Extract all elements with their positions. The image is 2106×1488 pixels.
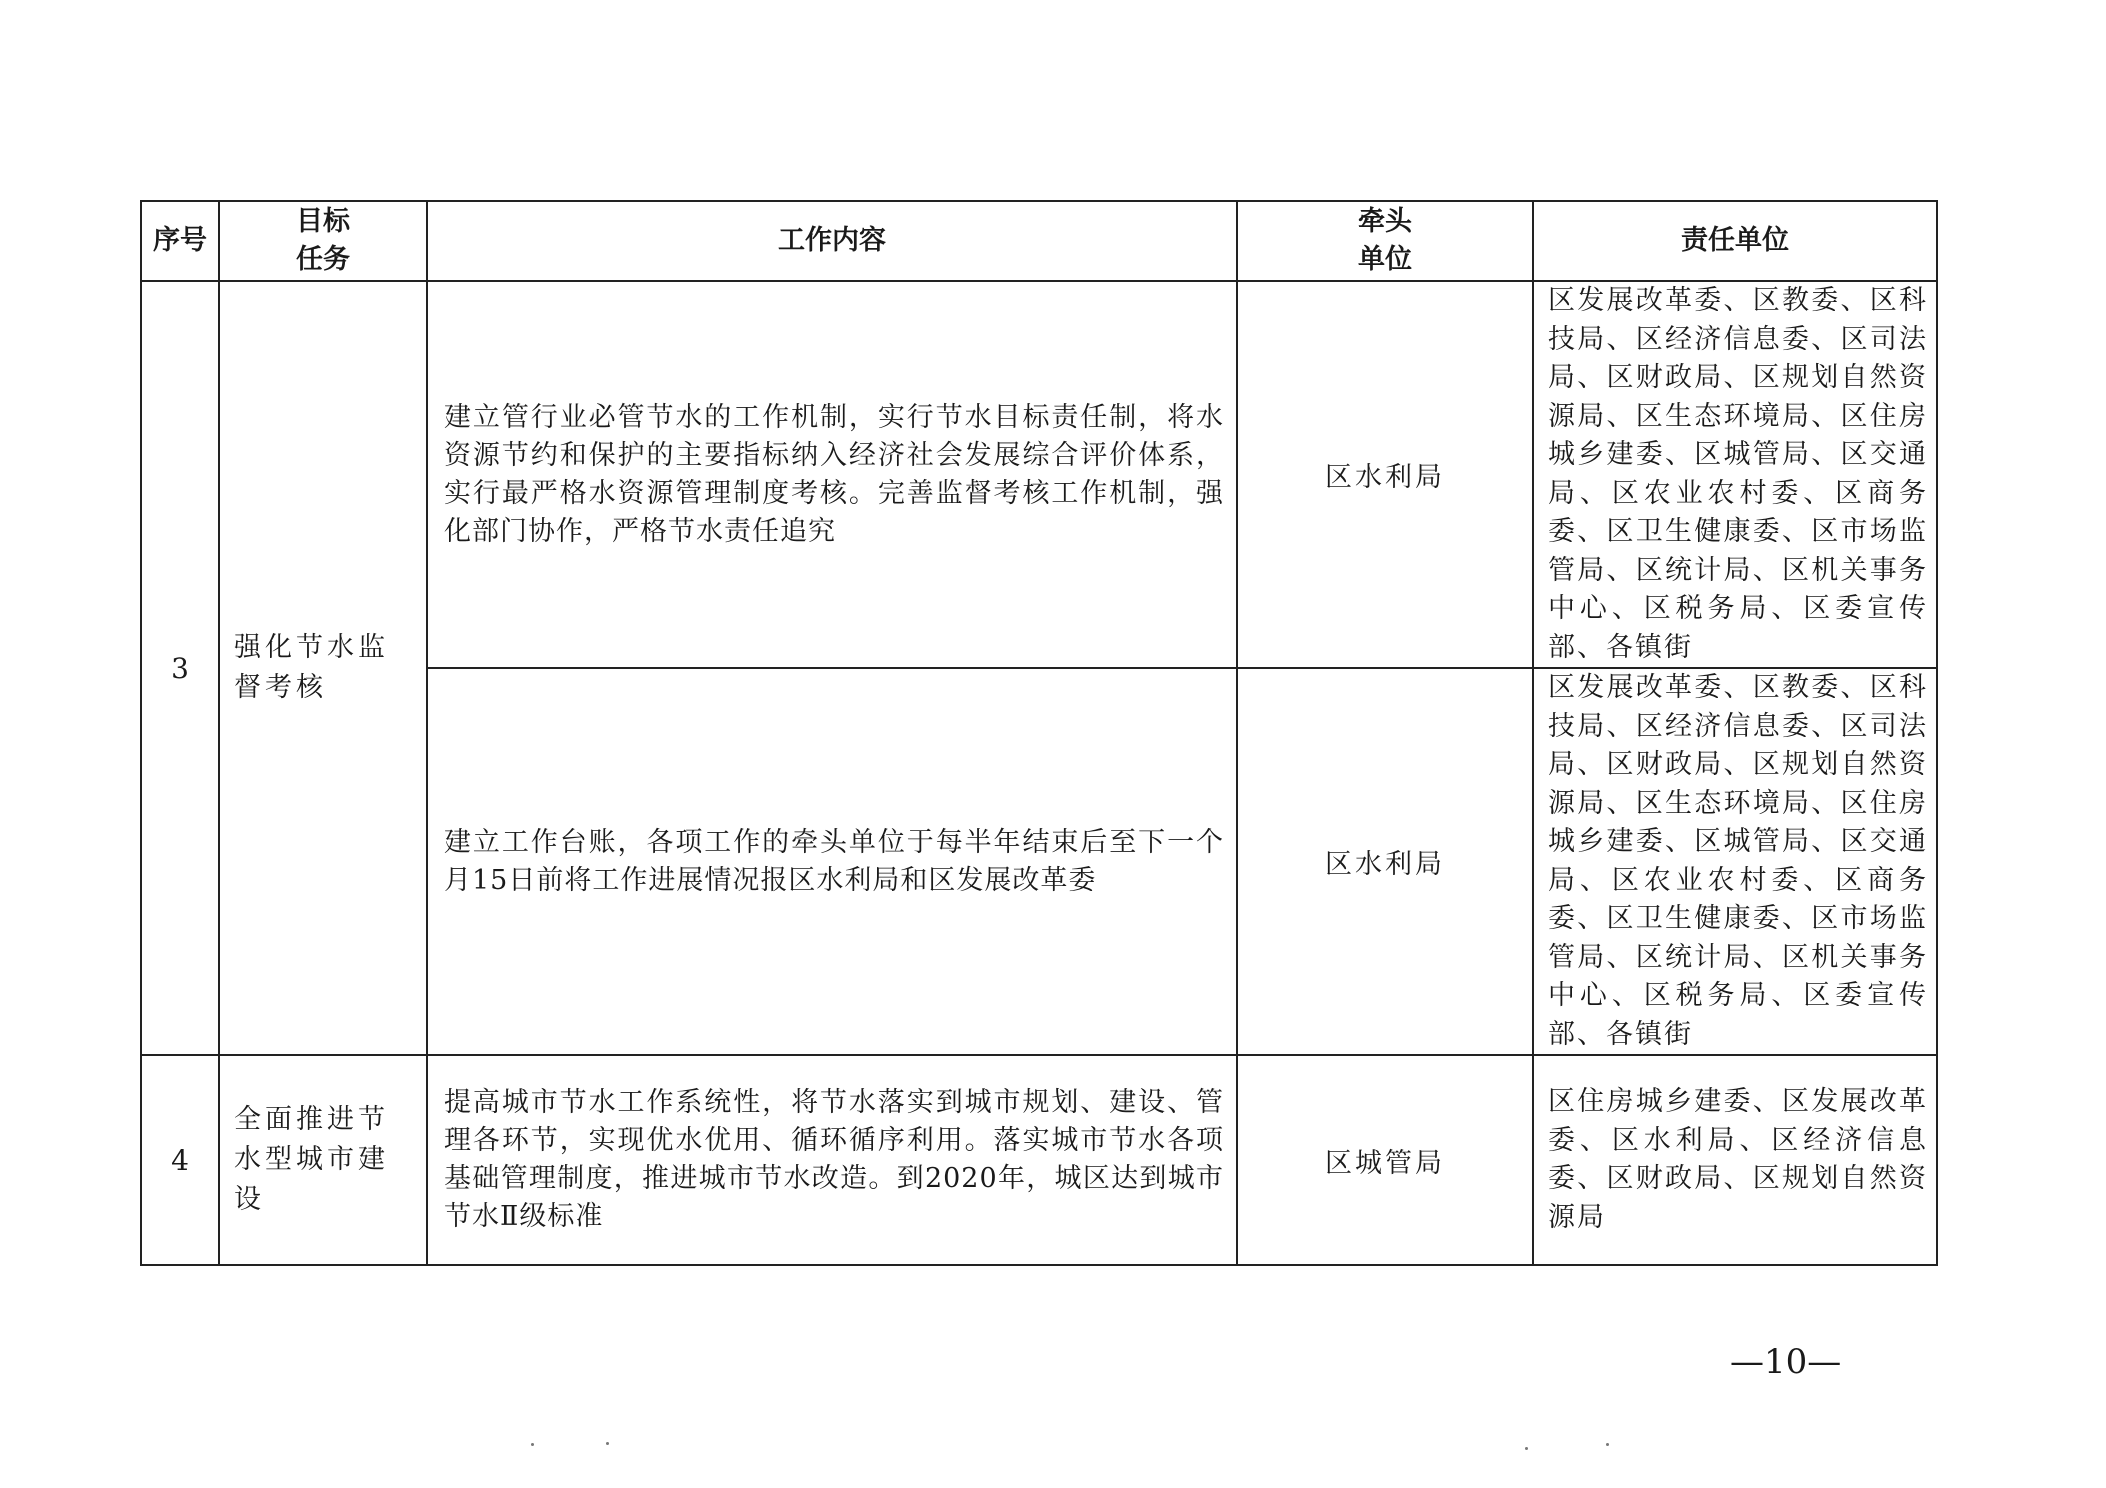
row-lead: 区水利局 [1237,281,1533,668]
header-target-line1: 目标 [296,206,350,237]
row-content-text: 建立工作台账，各项工作的牵头单位于每半年结束后至下一个月15日前将工作进展情况报区水利局和区发展改革委 [444,826,1224,896]
row-content [427,668,1237,1055]
row-resp [1533,281,1937,668]
table-row [141,1055,1937,1265]
row-lead: 区城管局 [1237,1055,1533,1265]
header-num: 序号 [141,201,219,281]
scan-speck [606,1442,609,1445]
header-resp: 责任单位 [1533,201,1937,281]
table-header-row [141,201,1937,281]
row-target [219,281,427,1055]
scan-speck [531,1443,534,1446]
header-lead [1237,201,1533,281]
header-lead-line2: 单位 [1358,244,1412,275]
row-number: 4 [141,1055,219,1265]
row-target-text: 全面推进节水型城市建设 [234,1104,389,1215]
row-resp [1533,668,1937,1055]
row-content-text: 提高城市节水工作系统性，将节水落实到城市规划、建设、管理各环节，实现优水优用、循环循序利用。落实城市节水各项基础管理制度，推进城市节水改造。到2020年，城区达到城市节水Ⅱ级标准 [444,1087,1224,1232]
row-content [427,281,1237,668]
header-target-line2: 任务 [296,244,350,275]
row-resp-text: 区住房城乡建委、区发展改革委、区水利局、区经济信息委、区财政局、区规划自然资源局 [1548,1086,1928,1233]
row-resp-text: 区发展改革委、区教委、区科技局、区经济信息委、区司法局、区财政局、区规划自然资源局、区生态环境局、区住房城乡建委、区城管局、区交通局、区农业农村委、区商务委、区卫生健康委、区市场监管局、区统计局、区机关事务中心、区税务局、区委宣传部、各镇街 [1548,285,1928,663]
header-content: 工作内容 [427,201,1237,281]
page-number: —10— [1730,1342,1842,1382]
row-content [427,1055,1237,1265]
row-content-text: 建立管行业必管节水的工作机制，实行节水目标责任制，将水资源节约和保护的主要指标纳入经济社会发展综合评价体系，实行最严格水资源管理制度考核。完善监督考核工作机制，强化部门协作，严格节水责任追究 [444,401,1224,547]
row-resp-text: 区发展改革委、区教委、区科技局、区经济信息委、区司法局、区财政局、区规划自然资源局、区生态环境局、区住房城乡建委、区城管局、区交通局、区农业农村委、区商务委、区卫生健康委、区市场监管局、区统计局、区机关事务中心、区税务局、区委宣传部、各镇街 [1548,672,1928,1050]
row-target-text: 强化节水监督考核 [234,632,389,703]
scan-speck [1606,1443,1609,1446]
row-lead: 区水利局 [1237,668,1533,1055]
scan-speck [1525,1447,1528,1450]
row-target [219,1055,427,1265]
row-number: 3 [141,281,219,1055]
header-lead-line1: 牵头 [1358,206,1412,237]
row-resp [1533,1055,1937,1265]
header-target [219,201,427,281]
task-table [140,200,1938,1266]
table-row [141,281,1937,668]
